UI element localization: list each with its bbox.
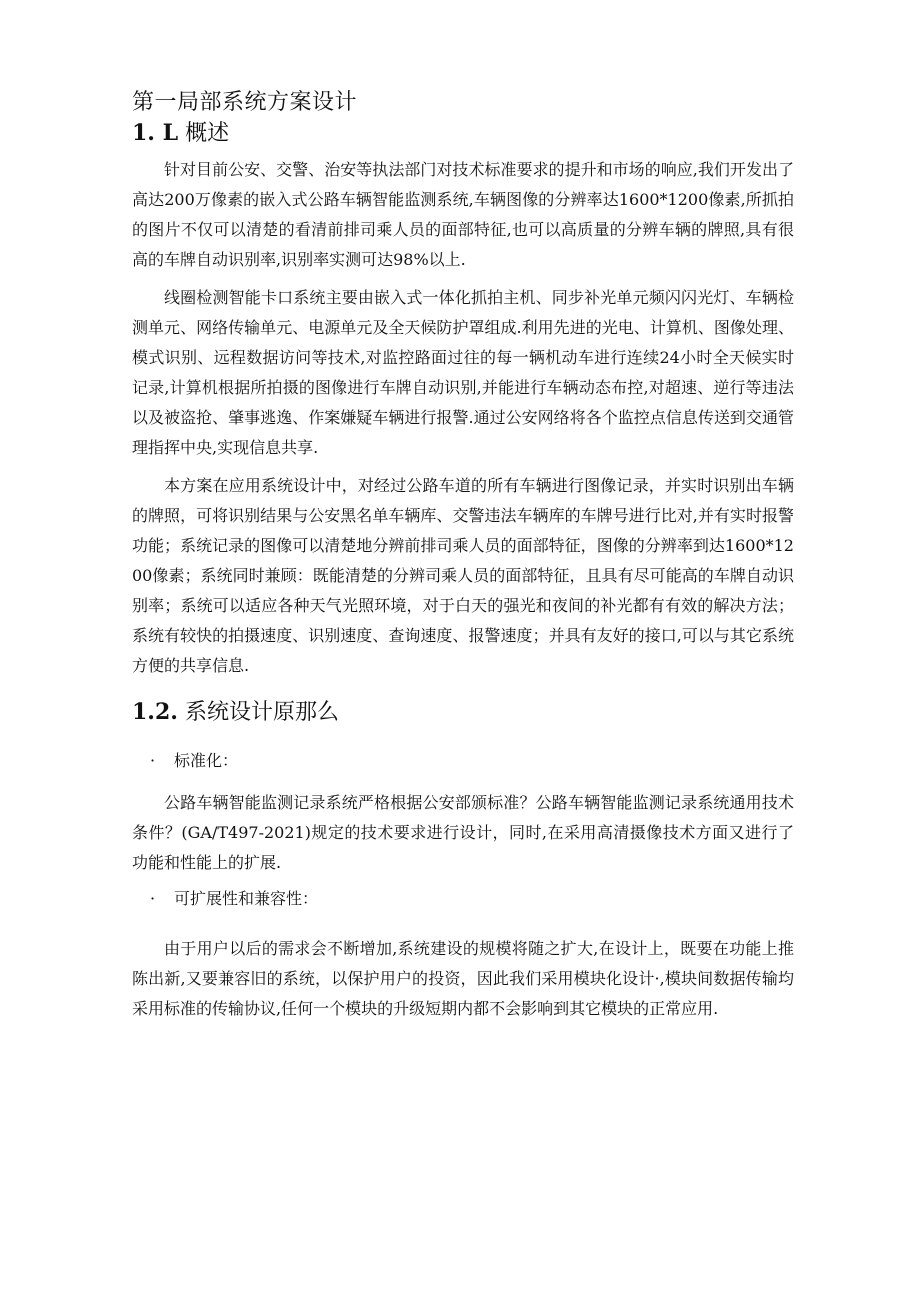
bullet-dot-icon: ·	[150, 751, 156, 770]
overview-paragraph-2: 线圈检测智能卡口系统主要由嵌入式一体化抓拍主机、同步补光单元频闪闪光灯、车辆检测单元、网络传输单元、电源单元及全天候防护罩组成.利用先进的光电、计算机、图像处理、模式识别、远程数据访问等技术,对监控路面过往的每一辆机动车进行连续24小时全天候实时记录,计算机根据所拍摄的图像进行车牌自动识别,并能进行车辆动态布控,对超速、逆行等违法以及被盗抢、肇事逃逸、作案嫌疑车辆进行报警.通过公安网络将各个监控点信息传送到交通管理指挥中央,实现信息共享.	[132, 288, 794, 457]
section-title-text: 概述	[185, 121, 230, 146]
bullet-scalability	[150, 884, 794, 914]
document-content	[132, 88, 794, 1024]
bullet-standardization	[150, 746, 794, 776]
part-title: 第一局部系统方案设计	[132, 90, 358, 115]
section-number: 1.2.	[132, 699, 178, 725]
bullet-dot-icon: ·	[150, 889, 156, 908]
overview-paragraph-3: 本方案在应用系统设计中，对经过公路车道的所有车辆进行图像记录，并实时识别出车辆的牌照，可将识别结果与公安黑名单车辆库、交警违法车辆库的车牌号进行比对,并有实时报警功能；系统记录的图像可以清楚地分辨前排司乘人员的面部特征，图像的分辨率到达1600*1200像素；系统同时兼顾：既能清楚的分辨司乘人员的面部特征，且具有尽可能高的车牌自动识别率；系统可以适应各种天气光照环境，对于白天的强光和夜间的补光都有有效的解决方法；系统有较快的拍摄速度、识别速度、查询速度、报警速度；并具有友好的接口,可以与其它系统方便的共享信息.	[132, 476, 794, 675]
spacer	[132, 926, 794, 934]
section-heading-overview	[132, 118, 794, 149]
scalability-paragraph: 由于用户以后的需求会不断增加,系统建设的规模将随之扩大,在设计上，既要在功能上推陈出新,又要兼容旧的系统，以保护用户的投资，因此我们采用模块化设计·,模块间数据传输均采用标准的传输协议,任何一个模块的升级短期内都不会影响到其它模块的正常应用.	[132, 939, 794, 1018]
section-title-text: 系统设计原那么	[184, 700, 339, 725]
overview-paragraph-1: 针对目前公安、交警、治安等执法部门对技术标准要求的提升和市场的响应,我们开发出了高达200万像素的嵌入式公路车辆智能监测系统,车辆图像的分辨率达1600*1200像素,所抓拍的图片不仅可以清楚的看清前排司乘人员的面部特征,也可以高质量的分辨车辆的牌照,具有很高的车牌自动识别率,识别率实测可达98%以上.	[132, 160, 794, 269]
bullet-label: 可扩展性和兼容性：	[174, 889, 319, 908]
section-number: 1. L	[132, 120, 179, 146]
bullet-label: 标准化：	[174, 751, 239, 770]
standardization-paragraph: 公路车辆智能监测记录系统严格根据公安部颁标准？公路车辆智能监测记录系统通用技术条件？(GA/T497-2021)规定的技术要求进行设计，同时,在采用高清摄像技术方面又进行了功能和性能上的扩展.	[132, 793, 794, 872]
section-heading-design-principles	[132, 697, 794, 728]
